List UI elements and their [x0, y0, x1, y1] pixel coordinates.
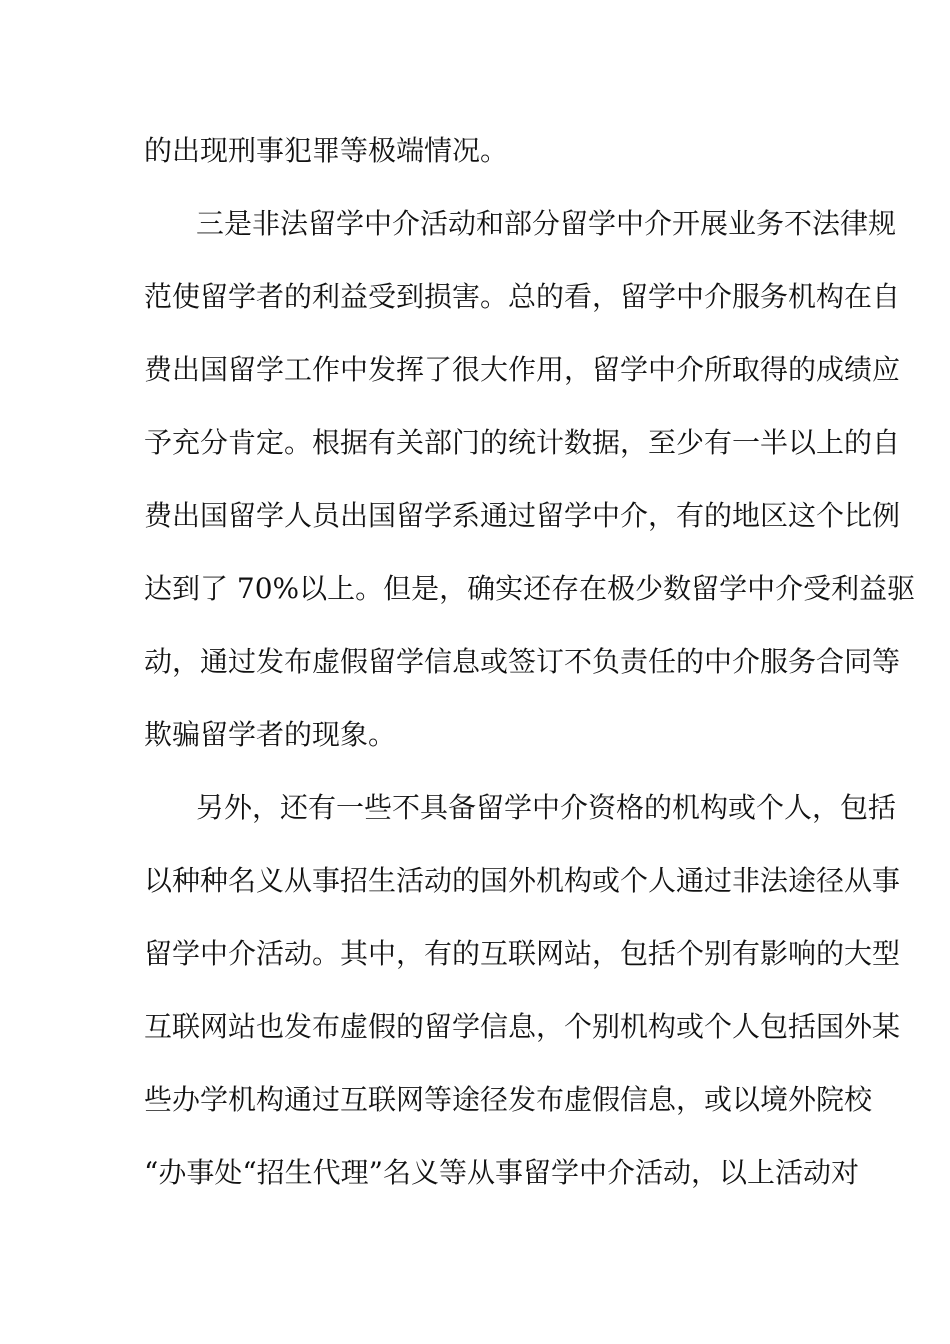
- text-line: 的出现刑事犯罪等极端情况。: [144, 134, 509, 167]
- text-line: “办事处“招生代理”名义等从事留学中介活动，以上活动对: [144, 1156, 859, 1189]
- text-line: 些办学机构通过互联网等途径发布虚假信息，或以境外院校: [144, 1083, 873, 1116]
- text-line: 以种种名义从事招生活动的国外机构或个人通过非法途径从事: [144, 864, 901, 897]
- text-line: 达到了 70%以上。但是，确实还存在极少数留学中介受利益驱: [144, 572, 916, 605]
- text-line: 动，通过发布虚假留学信息或签订不负责任的中介服务合同等: [144, 645, 901, 678]
- text-line: 互联网站也发布虚假的留学信息，个别机构或个人包括国外某: [144, 1010, 901, 1043]
- text-line: 范使留学者的利益受到损害。总的看，留学中介服务机构在自: [144, 280, 901, 313]
- text-line: 费出国留学工作中发挥了很大作用，留学中介所取得的成绩应: [144, 353, 901, 386]
- paragraph-first-line: 三是非法留学中介活动和部分留学中介开展业务不法律规: [196, 207, 897, 240]
- text-line: 留学中介活动。其中，有的互联网站，包括个别有影响的大型: [144, 937, 901, 970]
- text-line: 费出国留学人员出国留学系通过留学中介，有的地区这个比例: [144, 499, 901, 532]
- text-line: 欺骗留学者的现象。: [144, 718, 397, 751]
- text-line: 予充分肯定。根据有关部门的统计数据，至少有一半以上的自: [144, 426, 901, 459]
- paragraph-first-line: 另外，还有一些不具备留学中介资格的机构或个人，包括: [196, 791, 897, 824]
